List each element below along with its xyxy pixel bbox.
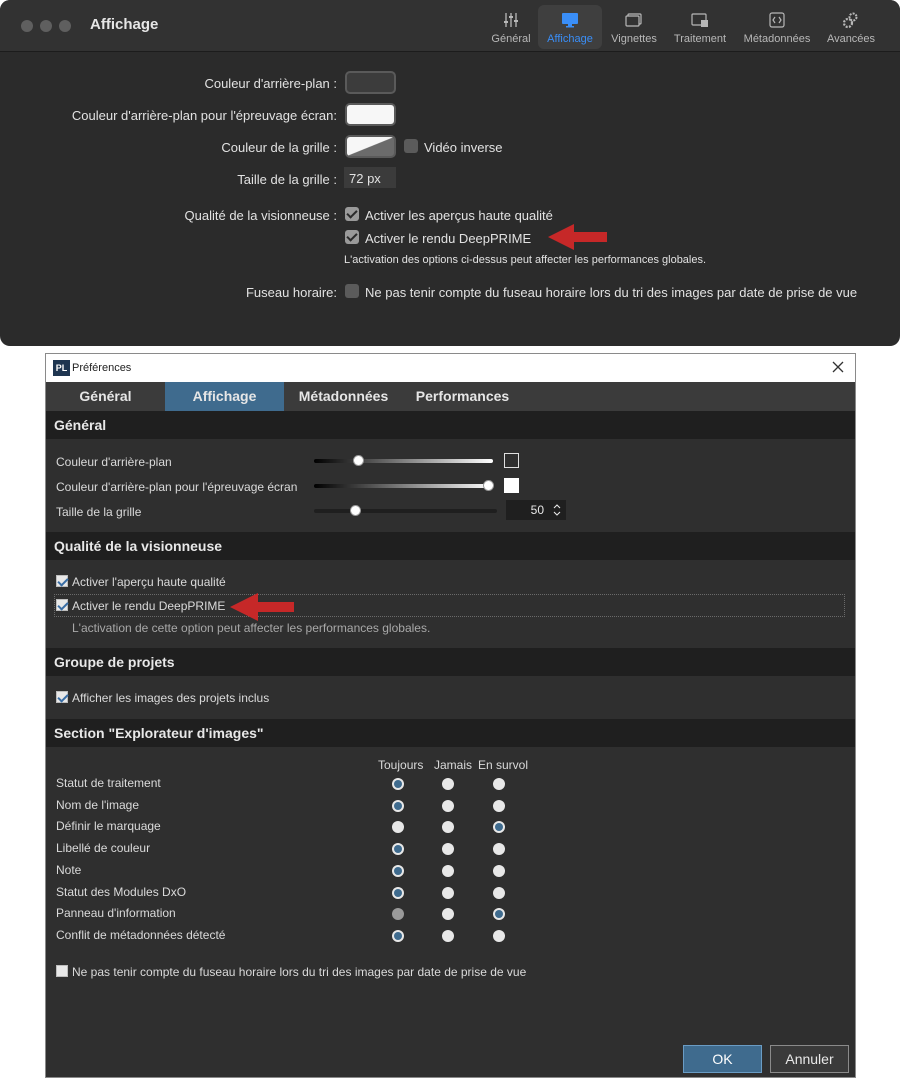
timezone-checkbox[interactable] — [345, 284, 359, 298]
pl-bg-color-label: Couleur d'arrière-plan — [56, 455, 172, 469]
pl-body — [46, 411, 855, 1077]
explorer-radio-jamais[interactable] — [442, 908, 454, 920]
tab-affichage[interactable]: Affichage — [165, 382, 284, 411]
explorer-row-label: Nom de l'image — [56, 797, 139, 812]
close-window-button[interactable] — [21, 20, 33, 32]
minimize-window-button[interactable] — [40, 20, 52, 32]
hq-preview-checkbox[interactable] — [56, 575, 68, 587]
explorer-radio-toujours[interactable] — [392, 908, 404, 920]
hq-previews-checkbox[interactable] — [345, 207, 359, 221]
bg-color-slider-handle[interactable] — [353, 455, 364, 466]
pl-timezone-label: Ne pas tenir compte du fuseau horaire lors du tri des images par date de prise de vue — [72, 965, 527, 979]
mac-toolbar — [0, 0, 900, 52]
explorer-radio-jamais[interactable] — [442, 778, 454, 790]
mac-preferences-window — [0, 0, 900, 346]
explorer-radio-en-survol[interactable] — [493, 930, 505, 942]
explorer-radio-toujours[interactable] — [392, 843, 404, 855]
explorer-radio-jamais[interactable] — [442, 865, 454, 877]
pl-preferences-window — [45, 353, 856, 1078]
deepprime-checkbox[interactable] — [56, 599, 68, 611]
explorer-radio-en-survol[interactable] — [493, 778, 505, 790]
perf-note: L'activation des options ci-dessus peut affecter les performances globales. — [344, 254, 707, 266]
tab-traitement[interactable]: Traitement — [668, 5, 732, 49]
tab-affichage[interactable]: Affichage — [538, 5, 602, 49]
spin-arrows-icon[interactable] — [553, 502, 561, 518]
hq-previews-label: Activer les aperçus haute qualité — [365, 208, 553, 223]
explorer-radio-en-survol[interactable] — [493, 887, 505, 899]
tab-metadonnees[interactable]: Métadonnées — [738, 5, 816, 49]
explorer-radio-en-survol[interactable] — [493, 821, 505, 833]
gears-icon — [841, 11, 861, 29]
pl-window-title: Préférences — [72, 362, 132, 374]
thumbnails-icon — [624, 11, 644, 29]
pl-titlebar — [46, 354, 855, 382]
explorer-radio-en-survol[interactable] — [493, 800, 505, 812]
explorer-radio-toujours[interactable] — [392, 778, 404, 790]
grid-size-field[interactable]: 72 px — [344, 167, 396, 188]
explorer-row-label: Conflit de métadonnées détecté — [56, 927, 226, 942]
bg-softproof-slider-handle[interactable] — [483, 480, 494, 491]
bg-softproof-swatch[interactable] — [345, 103, 396, 126]
pl-logo: PL — [53, 360, 70, 376]
explorer-row-label: Note — [56, 862, 82, 877]
explorer-radio-en-survol[interactable] — [493, 843, 505, 855]
section-explorer: Section "Explorateur d'images" — [46, 719, 855, 747]
column-en-survol: En survol — [478, 758, 529, 772]
tab-general[interactable]: Général — [79, 388, 132, 404]
timezone-option-label: Ne pas tenir compte du fuseau horaire lors du tri des images par date de prise de vue — [365, 285, 858, 300]
explorer-radio-jamais[interactable] — [442, 800, 454, 812]
close-icon[interactable] — [831, 360, 845, 374]
red-arrow-annotation — [230, 592, 296, 622]
explorer-radio-toujours[interactable] — [392, 930, 404, 942]
bg-color-label: Couleur d'arrière-plan : — [204, 76, 337, 91]
bg-softproof-slider[interactable] — [314, 484, 493, 488]
bg-color-swatch[interactable] — [345, 71, 396, 94]
pl-grid-size-label: Taille de la grille — [56, 505, 142, 519]
tab-metadonnees[interactable]: Métadonnées — [298, 388, 389, 404]
bg-softproof-label: Couleur d'arrière-plan pour l'épreuvage écran: — [71, 108, 337, 123]
include-projects-checkbox[interactable] — [56, 691, 68, 703]
column-jamais: Jamais — [434, 758, 473, 772]
section-project-groups: Groupe de projets — [46, 648, 855, 676]
hq-preview-label: Activer l'aperçu haute qualité — [72, 575, 226, 589]
pl-timezone-checkbox[interactable] — [56, 965, 68, 977]
deepprime-checkbox[interactable] — [345, 230, 359, 244]
bg-color-preview — [504, 453, 519, 468]
grid-color-label: Couleur de la grille : — [221, 140, 337, 155]
explorer-radio-toujours[interactable] — [392, 887, 404, 899]
window-title: Affichage — [90, 16, 159, 33]
explorer-radio-toujours[interactable] — [392, 865, 404, 877]
explorer-radio-jamais[interactable] — [442, 821, 454, 833]
grid-color-swatch[interactable] — [345, 135, 396, 158]
grid-size-spinbox[interactable]: 50 — [506, 500, 566, 520]
explorer-radio-toujours[interactable] — [392, 821, 404, 833]
explorer-radio-en-survol[interactable] — [493, 908, 505, 920]
inverse-video-checkbox[interactable] — [404, 139, 418, 153]
ok-button[interactable]: OK — [683, 1045, 762, 1073]
tab-vignettes[interactable]: Vignettes — [604, 5, 664, 49]
bg-softproof-preview — [504, 478, 519, 493]
grid-size-label: Taille de la grille : — [237, 172, 337, 187]
deepprime-label: Activer le rendu DeepPRIME — [72, 599, 226, 613]
explorer-radio-jamais[interactable] — [442, 843, 454, 855]
include-projects-label: Afficher les images des projets inclus — [72, 691, 270, 705]
pl-tab-bar — [46, 382, 855, 411]
pl-perf-note: L'activation de cette option peut affecter les performances globales. — [72, 621, 431, 635]
inverse-video-label: Vidéo inverse — [424, 140, 503, 155]
explorer-radio-jamais[interactable] — [442, 887, 454, 899]
deepprime-label: Activer le rendu DeepPRIME — [365, 231, 532, 246]
timezone-label: Fuseau horaire: — [245, 285, 337, 300]
explorer-row-label: Statut des Modules DxO — [56, 884, 187, 899]
explorer-row-label: Libellé de couleur — [56, 841, 151, 856]
grid-size-slider-handle[interactable] — [350, 505, 361, 516]
processing-icon — [690, 11, 710, 29]
tab-general[interactable]: Général — [484, 5, 538, 49]
monitor-icon — [560, 11, 580, 29]
red-arrow-annotation — [548, 223, 608, 251]
explorer-row-label: Statut de traitement — [56, 776, 161, 790]
sliders-icon — [501, 11, 521, 29]
section-general: Général — [46, 411, 855, 439]
pl-bg-softproof-label: Couleur d'arrière-plan pour l'épreuvage écran — [56, 480, 298, 494]
explorer-row-label: Définir le marquage — [56, 819, 161, 834]
viewer-quality-label: Qualité de la visionneuse : — [184, 208, 337, 223]
explorer-radio-en-survol[interactable] — [493, 865, 505, 877]
bg-color-slider[interactable] — [314, 459, 493, 463]
explorer-row-label: Panneau d'information — [56, 906, 176, 921]
metadata-icon — [767, 11, 787, 29]
section-viewer-quality: Qualité de la visionneuse — [46, 532, 855, 560]
zoom-window-button[interactable] — [59, 20, 71, 32]
cancel-button[interactable]: Annuler — [770, 1045, 849, 1073]
tab-avancees[interactable]: Avancées — [822, 5, 880, 49]
grid-size-slider[interactable] — [314, 509, 497, 513]
explorer-radio-jamais[interactable] — [442, 930, 454, 942]
column-toujours: Toujours — [378, 758, 424, 772]
tab-performances[interactable]: Performances — [415, 388, 510, 404]
explorer-radio-toujours[interactable] — [392, 800, 404, 812]
